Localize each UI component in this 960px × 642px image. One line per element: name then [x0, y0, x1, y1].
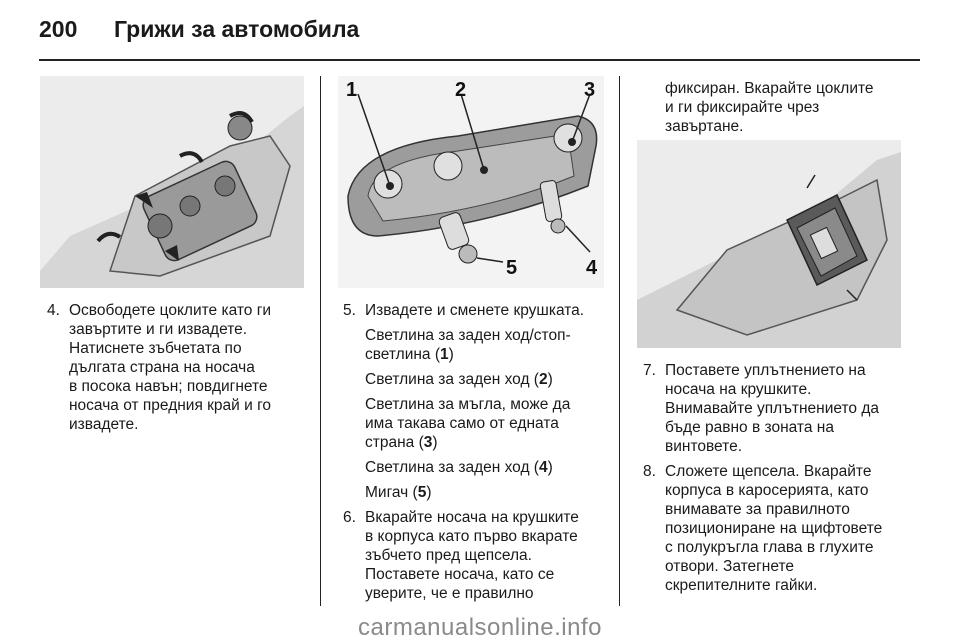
- column-divider-2: [619, 76, 620, 606]
- bulb-item-1: Светлина за заден ход/стоп- светлина (1): [365, 327, 571, 363]
- watermark: carmanualsonline.info: [358, 614, 602, 641]
- step-4: [47, 301, 309, 434]
- step-text: Сложете щепсела. Вкарайте корпуса в каросерията, като внимавате за правилното позициониране на щифтовете с полукръгла глава в глухите отвори. Затегнете скрепителните гайки.: [665, 463, 883, 594]
- column-divider-1: [320, 76, 321, 606]
- step-6: [343, 508, 609, 603]
- callout-3: 3: [584, 79, 596, 101]
- step-text: Извадете и сменете крушката.: [365, 302, 585, 319]
- step-8: [643, 462, 905, 595]
- step-number: 8.: [643, 463, 656, 480]
- tail-lamp-illustration: [40, 76, 304, 288]
- callout-5: 5: [506, 257, 518, 279]
- bulb-holder-illustration: [338, 76, 604, 288]
- column-2: [343, 301, 609, 609]
- step-text: Поставете уплътнението на носача на крушките. Внимавайте уплътнението да бъде равно в зоната на винтовете.: [665, 362, 880, 455]
- column-1: [47, 301, 309, 440]
- callout-2: 2: [455, 79, 467, 101]
- figure-seal-placement: [637, 140, 901, 348]
- callout-1: 1: [346, 79, 358, 101]
- bulb-item-4: Светлина за заден ход (4): [365, 459, 553, 476]
- bulb-item-3: Светлина за мъгла, може да има такава само от едната страна (3): [365, 396, 571, 451]
- figure-bulb-positions: [338, 76, 604, 288]
- column-3: [643, 361, 905, 601]
- step-text: Освободете цоклите като ги завъртите и ги извадете. Натиснете зъбчетата по дългата страна на носача в посока навън; повдигнете носача от предния край и го извадете.: [69, 302, 272, 433]
- callout-4: 4: [586, 257, 598, 279]
- page-number: 200: [39, 16, 78, 42]
- step-text: Вкарайте носача на крушките в корпуса като първо вкарате зъбчето пред щепсела. Поставете носача, като се уверите, че е правилно: [365, 509, 579, 602]
- housing-illustration: [637, 140, 901, 348]
- column-3-continuation: фиксиран. Вкарайте цоклите и ги фиксирайте чрез завъртане.: [665, 80, 874, 135]
- step-7: [643, 361, 905, 456]
- step-5: [343, 301, 609, 320]
- figure-remove-bulb-holder: [40, 76, 304, 288]
- step-number: 7.: [643, 362, 656, 379]
- step-number: 4.: [47, 302, 60, 319]
- step-number: 6.: [343, 509, 356, 526]
- page-title: Грижи за автомобила: [114, 16, 360, 42]
- bulb-item-2: Светлина за заден ход (2): [365, 371, 553, 388]
- bulb-item-5: Мигач (5): [365, 484, 432, 501]
- header-rule: [39, 59, 920, 61]
- step-number: 5.: [343, 302, 356, 319]
